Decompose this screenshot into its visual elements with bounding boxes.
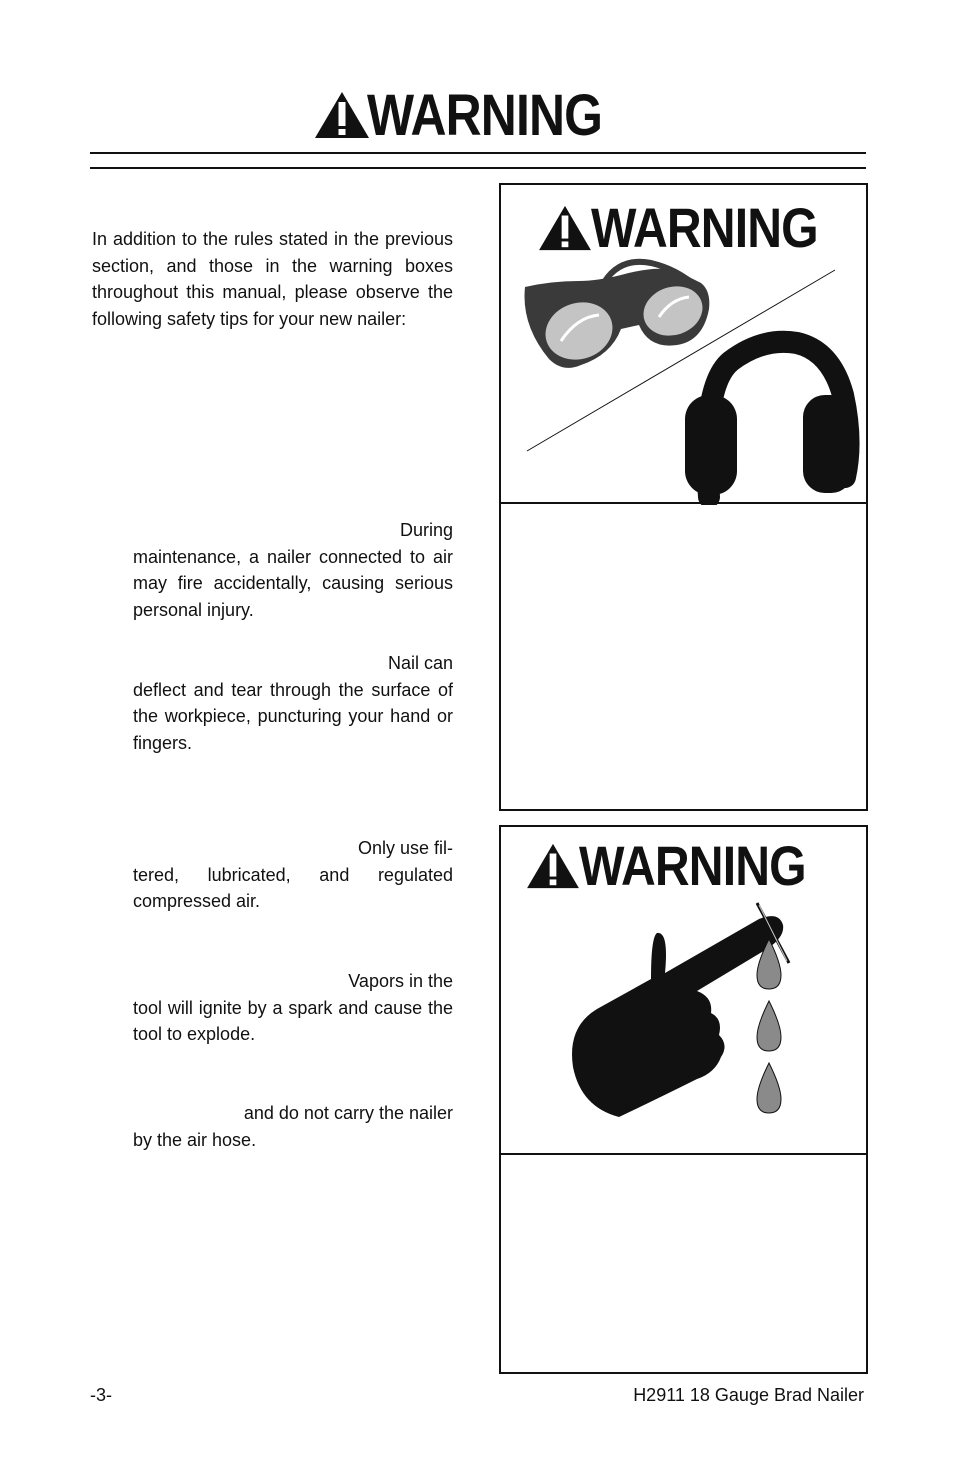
box-title-text: WARNING bbox=[579, 834, 806, 897]
ppe-illustration bbox=[501, 245, 866, 505]
warning-triangle-icon bbox=[525, 842, 581, 890]
safety-item-text: deflect and tear through the surface of the workpiece, puncturing your hand or fingers. bbox=[133, 679, 453, 753]
safety-item-lead: Only use fil- bbox=[357, 838, 453, 858]
safety-item-text: tered, lubricated, and regulated compressed air. bbox=[133, 864, 453, 911]
punctured-finger-icon bbox=[572, 903, 789, 1117]
warning-box-eye-ear bbox=[499, 183, 868, 811]
safety-item-air-supply bbox=[133, 835, 453, 915]
ear-muffs-icon bbox=[685, 342, 853, 497]
warning-triangle-icon bbox=[313, 90, 371, 140]
safety-item-nail-deflect bbox=[133, 650, 453, 756]
safety-item-lead: Vapors in the bbox=[348, 971, 453, 991]
page-number: -3- bbox=[90, 1385, 112, 1405]
box-title bbox=[525, 833, 843, 898]
warning-box-puncture bbox=[499, 825, 868, 1374]
safety-item-lead: Nail can bbox=[387, 653, 453, 673]
safety-item-air-hose bbox=[133, 1100, 453, 1153]
box-divider bbox=[501, 1153, 866, 1155]
safety-item-lead: and do not carry the nailer bbox=[243, 1103, 453, 1123]
puncture-illustration bbox=[501, 897, 866, 1147]
header-rule-top bbox=[90, 152, 866, 154]
safety-item-maintenance bbox=[133, 517, 453, 623]
intro-paragraph: In addition to the rules stated in the previous section, and those in the warning boxes throughout this manual, please observe the following safety tips for your new nailer: bbox=[92, 229, 453, 329]
safety-glasses-icon bbox=[525, 262, 710, 368]
safety-item-text: maintenance, a nailer connected to air may fire accidentally, causing serious personal injury. bbox=[133, 546, 453, 620]
safety-item-text: tool will ignite by a spark and cause the tool to explode. bbox=[133, 997, 453, 1044]
box-divider bbox=[501, 502, 866, 504]
page-header bbox=[0, 84, 954, 146]
header-rule-bottom bbox=[90, 167, 866, 169]
blood-drop-icon bbox=[757, 939, 781, 1113]
page-title: WARNING bbox=[367, 82, 603, 148]
safety-item-lead: During bbox=[399, 520, 453, 540]
safety-item-text: by the air hose. bbox=[133, 1129, 257, 1150]
model-name: H2911 18 Gauge Brad Nailer bbox=[633, 1385, 864, 1405]
safety-item-vapors bbox=[133, 968, 453, 1048]
box-title-text: WARNING bbox=[591, 196, 818, 259]
